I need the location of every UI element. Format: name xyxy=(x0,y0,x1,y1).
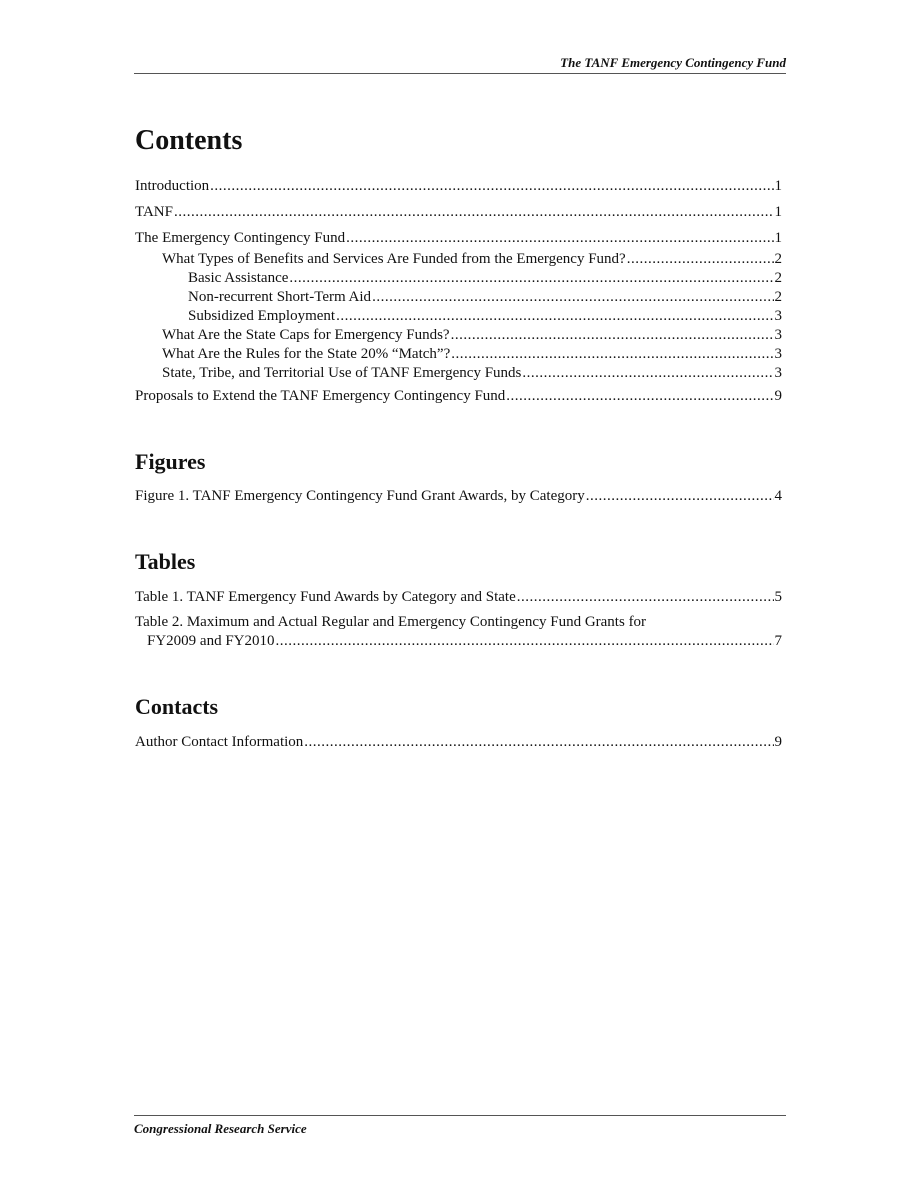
toc-entry[interactable] xyxy=(135,203,782,222)
toc-entry-title: Figure 1. TANF Emergency Contingency Fund Grant Awards, by Category xyxy=(135,488,585,504)
figures-heading: Figures xyxy=(135,449,206,474)
toc-entry[interactable] xyxy=(135,364,782,383)
dot-leader xyxy=(517,588,774,607)
toc-entry[interactable] xyxy=(135,387,782,406)
footer-text: Congressional Research Service xyxy=(134,1121,307,1136)
dot-leader xyxy=(506,387,773,406)
dot-leader xyxy=(586,487,774,506)
toc-entry-title: Non-recurrent Short-Term Aid xyxy=(188,289,372,305)
running-header xyxy=(134,55,786,74)
toc-entry-title: Author Contact Information xyxy=(135,734,304,750)
toc-entry-title: Introduction xyxy=(135,178,210,194)
toc-entry[interactable] xyxy=(135,269,782,288)
contents-heading: Contents xyxy=(135,125,243,156)
toc-entry-page: 3 xyxy=(774,365,782,381)
toc-entry-page: 1 xyxy=(774,204,782,220)
tables-heading: Tables xyxy=(135,549,196,574)
toc-entry-page: 5 xyxy=(774,589,782,605)
toc-entry[interactable] xyxy=(135,326,782,345)
contacts-heading: Contacts xyxy=(135,694,219,719)
toc-entry[interactable] xyxy=(135,177,782,196)
dot-leader xyxy=(522,364,773,383)
dot-leader xyxy=(451,345,773,364)
running-title: The TANF Emergency Contingency Fund xyxy=(560,55,786,70)
toc-entry[interactable] xyxy=(135,307,782,326)
toc-entry-title: Table 1. TANF Emergency Fund Awards by Category and State xyxy=(135,589,516,605)
toc-entry-title: Basic Assistance xyxy=(188,270,289,286)
dot-leader xyxy=(174,203,774,222)
toc-entry-title: What Types of Benefits and Services Are Funded from the Emergency Fund? xyxy=(162,251,626,267)
toc-entry[interactable] xyxy=(135,229,782,248)
toc-entry-title: Subsidized Employment xyxy=(188,308,336,324)
toc-entry-title-line1[interactable]: Table 2. Maximum and Actual Regular and Emergency Contingency Fund Grants for xyxy=(135,614,647,630)
toc-entry-title: Proposals to Extend the TANF Emergency Contingency Fund xyxy=(135,388,506,404)
toc-entry-title: What Are the State Caps for Emergency Funds? xyxy=(162,327,450,343)
toc-entry-page: 9 xyxy=(774,388,782,404)
toc-entry-title: TANF xyxy=(135,204,173,220)
toc-entry-page: 3 xyxy=(774,308,782,324)
toc-entry-page: 2 xyxy=(774,289,782,305)
toc-entry[interactable] xyxy=(135,487,782,506)
toc-entry[interactable] xyxy=(135,588,782,607)
dot-leader xyxy=(372,288,773,307)
toc-entry-page: 3 xyxy=(774,346,782,362)
toc-entry-page: 1 xyxy=(774,230,782,246)
toc-entry-page: 1 xyxy=(774,178,782,194)
toc-entry-title-line2: FY2009 and FY2010 xyxy=(147,633,275,649)
toc-entry-page: 2 xyxy=(774,251,782,267)
toc-entry-page: 7 xyxy=(774,633,782,649)
toc-entry[interactable] xyxy=(135,250,782,269)
running-footer xyxy=(134,1115,786,1137)
toc-entry-page: 3 xyxy=(774,327,782,343)
dot-leader xyxy=(210,177,773,196)
dot-leader xyxy=(304,733,773,752)
toc-entry-title: State, Tribe, and Territorial Use of TANF Emergency Funds xyxy=(162,365,522,381)
dot-leader xyxy=(451,326,774,345)
dot-leader xyxy=(276,632,774,651)
dot-leader xyxy=(336,307,773,326)
toc-entry-page: 2 xyxy=(774,270,782,286)
toc-entry-page: 4 xyxy=(774,488,782,504)
toc-entry[interactable] xyxy=(135,345,782,364)
toc-entry-title: The Emergency Contingency Fund xyxy=(135,230,346,246)
dot-leader xyxy=(346,229,773,248)
toc-entry[interactable] xyxy=(135,288,782,307)
toc-entry-page: 9 xyxy=(774,734,782,750)
toc-entry[interactable] xyxy=(135,733,782,752)
dot-leader xyxy=(289,269,773,288)
toc-entry-title: What Are the Rules for the State 20% “Match”? xyxy=(162,346,451,362)
toc-entry[interactable] xyxy=(135,632,782,651)
dot-leader xyxy=(627,250,774,269)
